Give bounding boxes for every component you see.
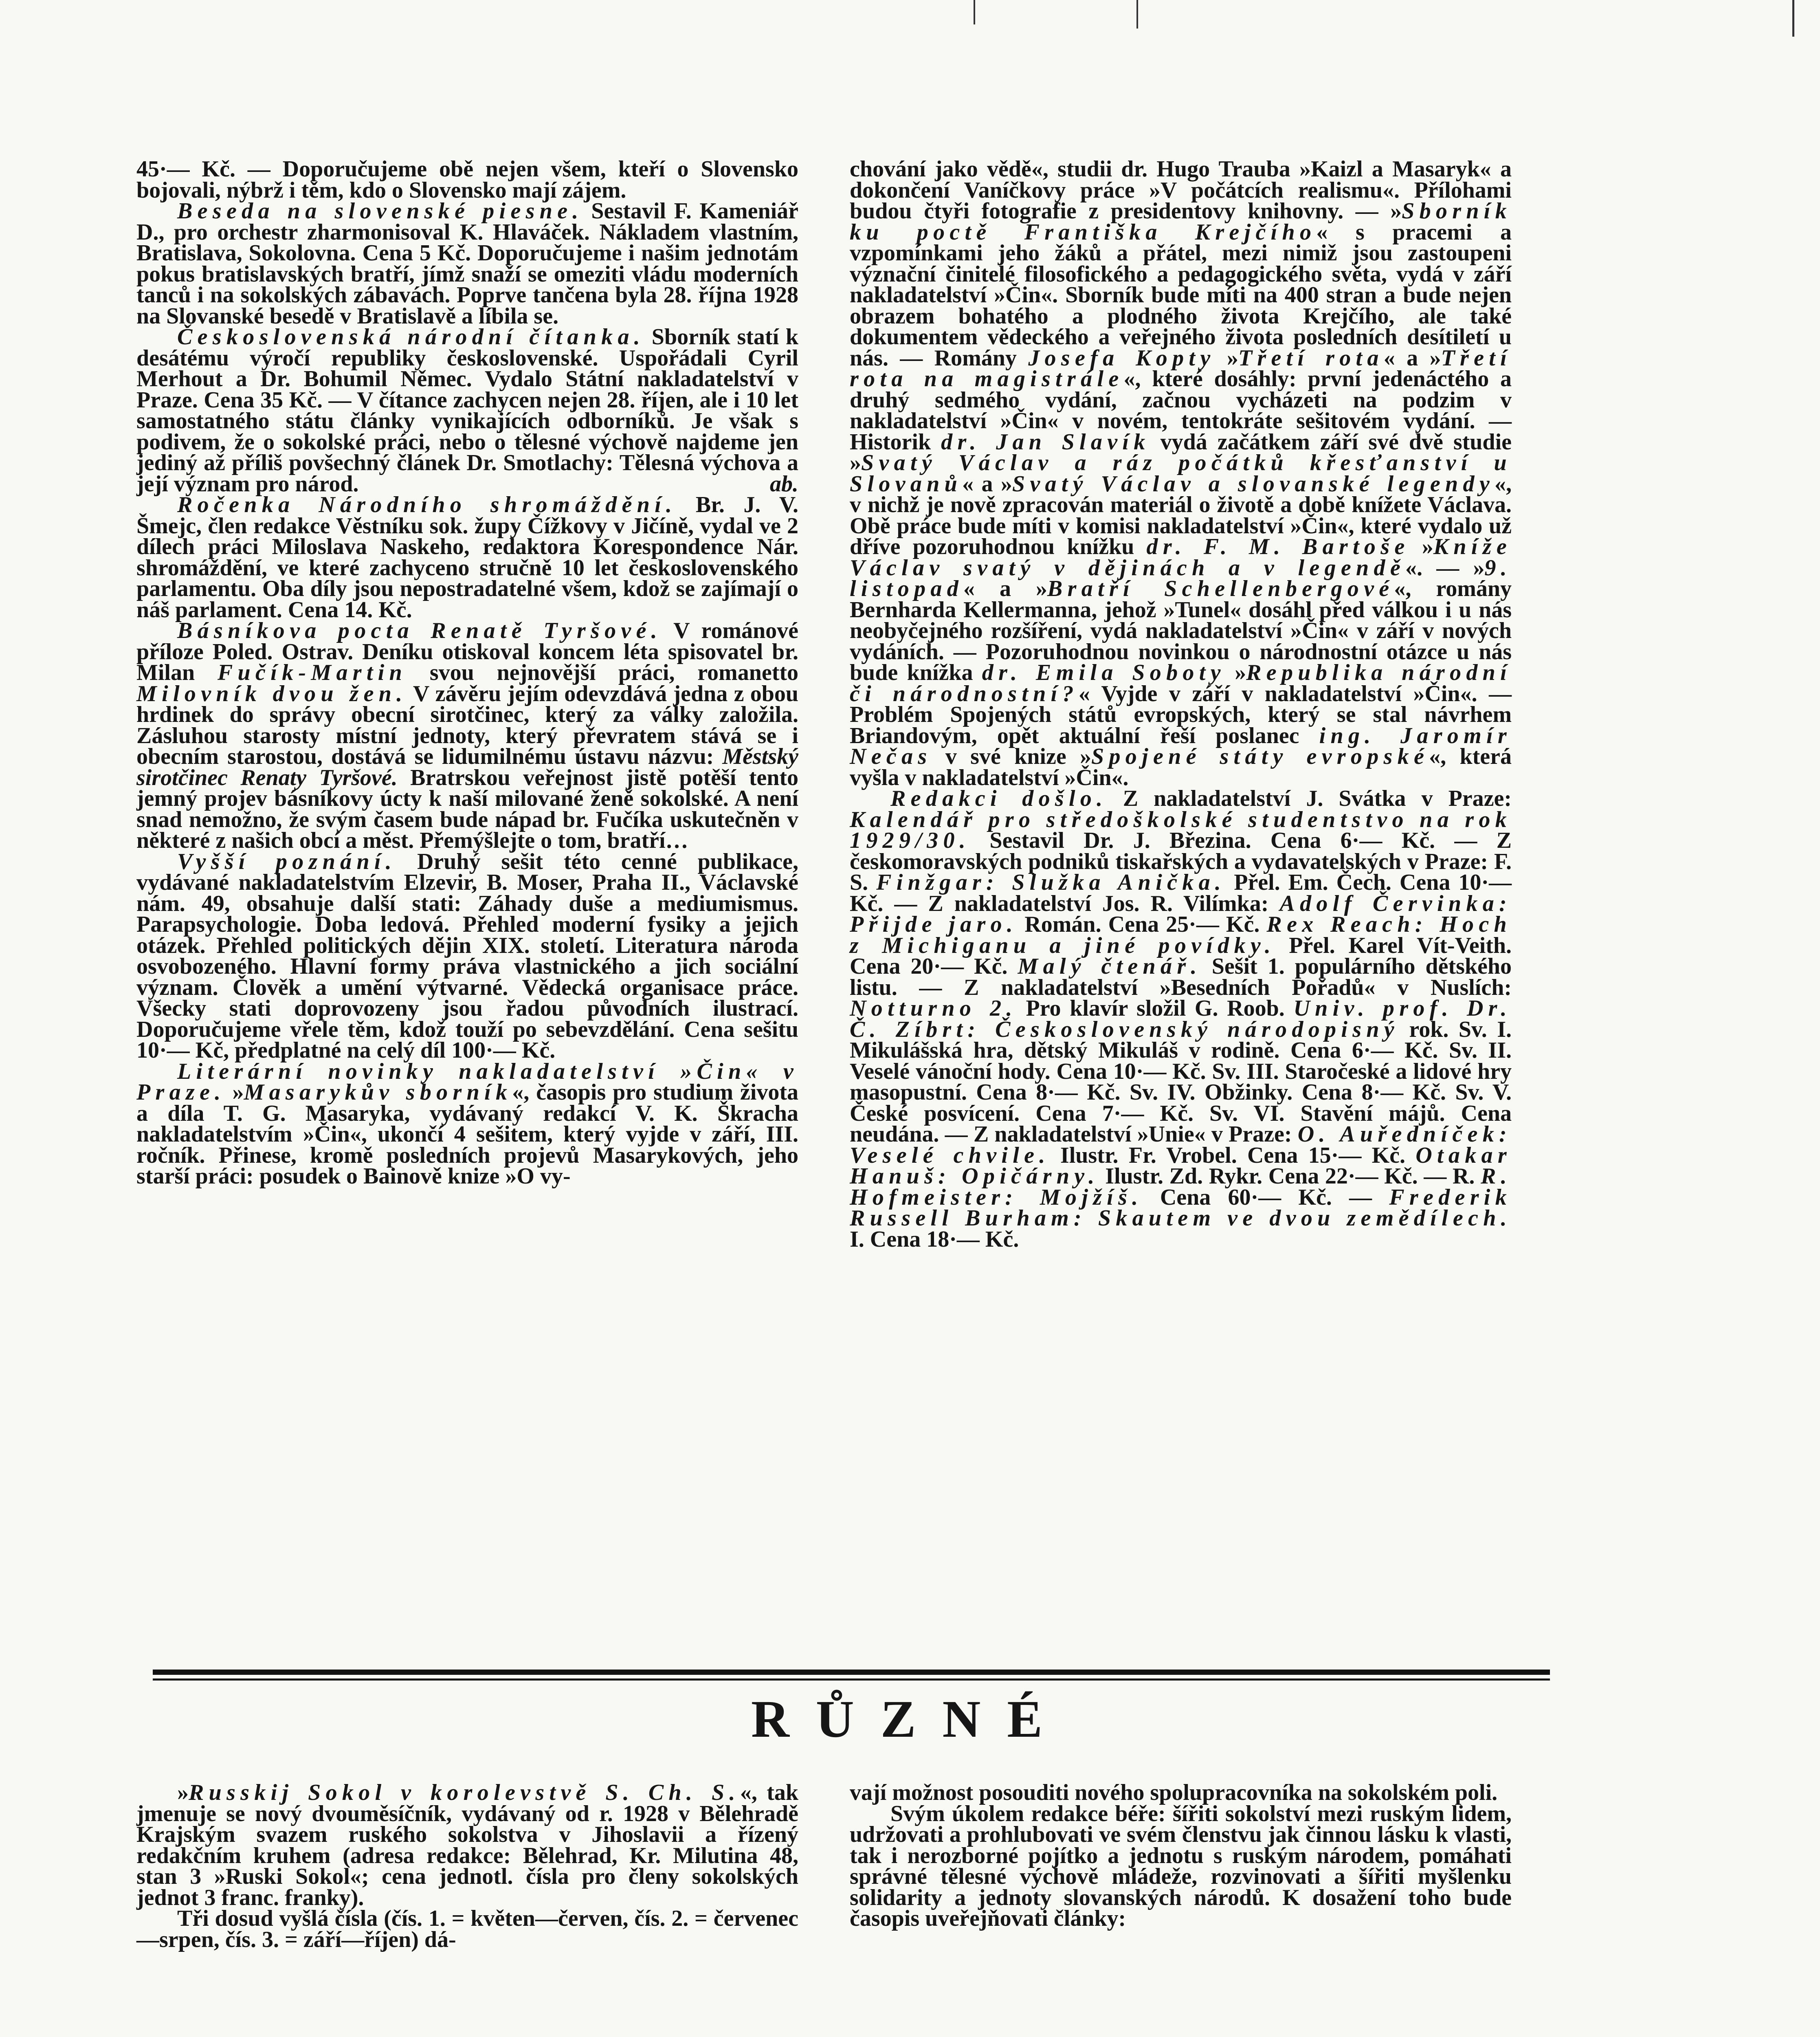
emphasized-title: Spojené státy evropské: [1091, 744, 1429, 769]
paragraph: [136, 620, 798, 851]
text-run: V románové příloze Poled. Ostrav. Deníku otiskoval koncem léta spisovatel br. Milan: [136, 618, 798, 685]
paragraph: [136, 851, 798, 1061]
emphasized-title: Československá národní čítanka.: [177, 324, 645, 350]
emphasized-title: Notturno 2.: [850, 996, 1017, 1021]
text-run: svou nejnovější práci, romanetto: [407, 660, 798, 685]
section-heading: RŮZNÉ: [751, 1690, 1069, 1749]
text-run: Z nakladatelství J. Svátka v Praze:: [1107, 786, 1512, 811]
paragraph: [136, 1058, 799, 1189]
text-run: Br. J. V. Šmejc, člen redakce Věstníku sok. župy Čížkovy v Jičíně, vydal ve 2 dílech práci Miloslava Naskeho, redaktora Korespondence Nár. shromáždění, ve které zachyceno stručně 10 let československého parlamentu. Oba díly jsou nepostradatelné všem, kdož se zajímají o náš parlament. Cena 14. Kč.: [136, 492, 798, 623]
emphasized-title: Vyšší poznání.: [177, 849, 397, 874]
text-run: Román. Cena 25·— Kč.: [1018, 912, 1267, 937]
emphasized-title: Ročenka Národního shromáždění.: [177, 492, 677, 517]
emphasized-title: Otakar Hanuš: Opičárny.: [850, 1142, 1512, 1189]
paragraph: [136, 1908, 798, 1950]
emphasized-title: Milovník dvou žen.: [136, 681, 407, 706]
column-right-top: [850, 156, 1512, 1252]
text-run: Přel. Karel Vít-Veith. Cena 20·— Kč.: [850, 933, 1512, 979]
text-run: vají možnost posouditi nového spolupracovníka na sokolském poli.: [850, 1780, 1498, 1805]
emphasized-title: Svatý Václav a ráz počátků křesťanství u Slovanů: [850, 450, 1512, 497]
text-run: Bratrskou veřejnost jistě potěší tento jemný projev básníkovy úcty k naší milované ženě sokolské. A není snad nemožno, že svým časem bude nápad br. Fučíka uskutečněn v některé z našich obcí a měst. Přemýšlejte o tom, bratří…: [136, 765, 798, 853]
paragraph: [136, 1782, 798, 1908]
column-right-bottom: [850, 1782, 1512, 1929]
emphasized-title: Svatý Václav a slovanské legendy: [1012, 471, 1495, 497]
emphasized-title: Adolf Červinka: Přijde jaro.: [850, 891, 1512, 937]
text-run: « Vyjde v září v nakladatelství »Čin«. — Problém Spojených států evropských, který se stal návrhem Briandovým, opět aktuální řeší poslanec: [850, 681, 1512, 748]
text-run: «. — »: [1405, 555, 1485, 581]
scan-edge-mark: [974, 0, 975, 24]
emphasized-title: Finžgar: Služka Anička.: [876, 870, 1226, 895]
emphasized-title: Univ. prof. Dr. Č. Zíbrt: Československý národopisný: [850, 996, 1512, 1042]
emphasized-title: Russkij Sokol v korolevstvě S. Ch. S.: [189, 1780, 740, 1805]
emphasized-title: Kalendář pro středoškolské studentstvo na rok 1929/30.: [850, 807, 1512, 853]
emphasized-title: Třetí rota na magistrále: [850, 345, 1512, 392]
scan-edge-mark: [1136, 0, 1138, 29]
text-run: »: [177, 1780, 189, 1805]
emphasized-title: 9. listopad: [850, 555, 1512, 601]
text-run: « s pracemi a vzpomínkami jeho žáků a přátel, mezi nimiž jsou zastoupeni význační činitelé filosofického a pedagogického světa, vydá v září nakladatelství »Čin«. Sborník bude míti na 400 stran a bude nejen obrazem bohatého a plodného života Krejčího, ale také dokumentem vědeckého a veřejného života posledních desítiletí u nás. — Romány: [850, 219, 1512, 371]
text-run: Ilustr. Zd. Rykr. Cena 22·— Kč. — R.: [1099, 1164, 1481, 1189]
emphasized-title: Městský sirotčinec Renaty Tyršové.: [136, 744, 798, 790]
paragraph: [850, 1782, 1512, 1804]
paragraph: [850, 788, 1512, 1250]
emphasized-title: Rex Reach: Hoch z Michiganu a jiné povídky.: [850, 912, 1512, 958]
text-run: «, tak jmenuje se nový dvouměsíčník, vydávaný od r. 1928 v Bělehradě Krajským svazem ruského sokolstva v Jihoslavii a řízený redakčním kruhem (adresa redakce: Bělehrad, Kr. Milutina 48, stan 3 »Ruski Sokol«; cena jednotl. čísla pro členy sokolských jednot 3 franc. franky).: [136, 1780, 798, 1910]
emphasized-title: Bratří Schellenbergové: [1047, 576, 1394, 601]
emphasized-title: dr. Jan Slavík: [941, 429, 1150, 455]
emphasized-title: O. Auředníček: Veselé chvile.: [850, 1122, 1512, 1168]
scan-edge-mark: [1792, 0, 1794, 37]
text-run: « a »: [963, 576, 1047, 601]
emphasized-title: Kníže Václav svatý v dějinách a v legendě: [850, 534, 1512, 581]
text-run: Sešit 1. populárního dětského listu. — Z nakladatelství »Besedních Pořadů« v Nuslích:: [850, 954, 1512, 1000]
text-run: «, v nichž je nově zpracován materiál o životě a době knížete Václava. Obě práce bude míti v komisi nakladatelství »Čin«, které vydalo už dříve pozoruhodnou knížku: [850, 471, 1512, 559]
emphasized-title: Sborník ku poctě Františka Krejčího: [850, 198, 1512, 245]
emphasized-title: Frederik Russell Burham: Skautem ve dvou zemědílech.: [850, 1184, 1512, 1231]
paragraph: [136, 198, 799, 329]
emphasized-title: dr. Emila Soboty: [982, 660, 1226, 685]
emphasized-title: R. Hofmeister: Mojžíš.: [850, 1164, 1512, 1210]
text-run: Sborník statí k desátému výročí republiky československé. Uspořádali Cyril Merhout a Dr. Bohumil Němec. Vydalo Státní nakladatelství v Praze. Cena 35 Kč. — V čítance zachycen nejen 28. říjen, ale i 10 let samostatného státu články vynikajících odborníků. Je však s podivem, že o sokolské práci, nebo o tělesné výchově najdeme jen jediný až příliš povšechný článek Dr. Smotlachy: Tělesná výchova a její význam pro národ.: [136, 324, 798, 497]
paragraph: [136, 324, 798, 497]
emphasized-title: dr. F. M. Bartoše: [1146, 534, 1410, 559]
text-run: »: [1215, 345, 1238, 371]
paragraph: [850, 1801, 1512, 1931]
section-divider-thick: [153, 1670, 1550, 1675]
text-run: V závěru jejím odevzdává jedna z obou hrdinek do správy obecní sirotčinec, který za války založila. Zásluhou starosty místní jednoty, který převratem stává se i obecním starostou, dostává se lidumilnému ústavu názvu:: [136, 681, 798, 769]
text-run: vydá začátkem září své dvě studie »: [850, 429, 1512, 475]
text-run: Sestavil Dr. J. Březina. Cena 6·— Kč. — Z českomoravských podniků tiskařských a vydavatelských v Praze: F. S.: [850, 828, 1512, 895]
emphasized-title: Třetí rota: [1238, 345, 1384, 371]
text-run: 45·— Kč. — Doporučujeme obě nejen všem, kteří o Slovensko bojovali, nýbrž i těm, kdo o Slovensko mají zájem.: [136, 156, 798, 203]
text-run: Tři dosud vyšlá čísla (čís. 1. = květen—červen, čís. 2. = červenec—srpen, čís. 3. = září—říjen) dá-: [136, 1906, 798, 1952]
emphasized-title: Republika národní či národnostní?: [850, 660, 1512, 706]
column-left-top: [136, 156, 799, 1189]
text-run: Svým úkolem redakce béře: šířiti sokolství mezi ruským lidem, udržovati a prohlubovati ve svém členstvu jak činnou lásku k vlasti, tak i nerozborné pojítko a jednotu s ruským národem, pomáhati správné tělesné výchově mládeže, rozvinovati a šířiti myšlenku solidarity a jednoty slovanských národů. K dosažení toho bude časopis uveřejňovati články:: [850, 1801, 1512, 1931]
paragraph: [136, 492, 798, 623]
text-run: rok. Sv. I. Mikulášská hra, dětský Mikuláš v rodině. Cena 6·— Kč. Sv. II. Veselé vánoční hody. Cena 10·— Kč. Sv. III. Staročeské a lidové hry masopustní. Cena 8·— Kč. Sv. IV. Obžinky. Cena 8·— Kč. Sv. V. České posvícení. Cena 7·— Kč. Sv. VI. Stavění májů. Cena neudána. — Z nakladatelství »Unie« v Praze:: [850, 1016, 1512, 1147]
text-run: « a »: [1383, 345, 1441, 371]
paragraph: [850, 156, 1512, 790]
paragraph: [136, 156, 798, 203]
text-run: I. Cena 18·— Kč.: [850, 1226, 1019, 1252]
text-run: »: [225, 1080, 244, 1105]
text-run: Přel. Em. Čech. Cena 10·— Kč. — Z nakladatelství Jos. R. Vilímka:: [850, 870, 1512, 916]
emphasized-title: Básníkova pocta Renatě Tyršové.: [177, 618, 662, 643]
text-run: Sestavil F. Kameniář D., pro orchestr zharmonisoval K. Hlaváček. Nákladem vlastním, Bratislava, Sokolovna. Cena 5 Kč. Doporučujeme i našim jednotám pokus bratislavských bratří, jímž snaží se omeziti vládu moderních tanců i na sokolských zábavách. Poprve tančena byla 28. října 1928 na Slovanské besedě v Bratislavě a líbila se.: [136, 198, 799, 329]
text-run: «, které dosáhly: první jedenáctého a druhý sedmého vydání, začnou vycházeti na podzim v nakladatelství »Čin« v novém, tentokráte sešitovém vydání. — Historik: [850, 366, 1512, 455]
text-run: v své knize »: [932, 744, 1092, 769]
emphasized-title: Fučík-Martin: [217, 660, 407, 685]
section-divider-thin: [153, 1678, 1550, 1681]
text-run: Cena 60·— Kč. —: [1143, 1184, 1389, 1210]
text-run: Ilustr. Fr. Vrobel. Cena 15·— Kč.: [1050, 1142, 1416, 1168]
text-run: «, romány Bernharda Kellermanna, jehož »Tunel« dosáhl před válkou i u nás neobyčejného rozšíření, vydá nakladatelství »Čin« v září v nových vydáních. — Pozoruhodnou novinkou o národnostní otázce u nás bude knížka: [850, 576, 1512, 685]
emphasized-title: Beseda na slovenské piesne.: [177, 198, 583, 224]
emphasized-title: Redakci došlo.: [890, 786, 1108, 811]
emphasized-title: Malý čtenář.: [1018, 954, 1202, 979]
text-run: «, která vyšla v nakladatelství »Čin«.: [850, 744, 1512, 790]
author-signature: ab.: [770, 471, 798, 497]
emphasized-title: Masarykův sborník: [244, 1080, 512, 1105]
text-run: Druhý sešit této cenné publikace, vydávané nakladatelstvím Elzevir, B. Moser, Praha II., Václavské nám. 49, obsahuje další stati: Záhady duše a mediumismus. Parapsychologie. Doba ledová. Přehled moderní fysiky a jejich otázek. Přehled politických dějin XIX. století. Literatura národa osvobozeného. Hlavní formy práva vlastnického a jich sociální význam. Člověk a umění výtvarné. Vědecká organisace práce. Všecky stati doprovozeny jsou řadou původních ilustrací. Doporučujeme vřele těm, kdož touží po sebevzdělání. Cena sešitu 10·— Kč, předplatné na celý díl 100·— Kč.: [136, 849, 798, 1063]
text-run: »: [1409, 534, 1433, 559]
text-run: «, časopis pro studium života a díla T. G. Masaryka, vydávaný redakcí V. K. Škracha nakladatelstvím »Čin«, ukončí 4 sešitem, který vyjde v září, III. ročník. Přinese, kromě posledních projevů Masarykových, jeho starší práci: posudek o Bainově knize »O vy-: [136, 1080, 799, 1189]
emphasized-title: Literární novinky nakladatelství »Čin« v Praze.: [136, 1058, 798, 1105]
text-run: « a »: [962, 471, 1012, 497]
emphasized-title: Josefa Kopty: [1028, 345, 1216, 371]
column-left-bottom: [136, 1782, 798, 1950]
text-run: »: [1225, 660, 1246, 685]
emphasized-title: ing. Jaromír Nečas: [850, 723, 1512, 769]
text-run: chování jako vědě«, studii dr. Hugo Trauba »Kaizl a Masaryk« a dokončení Vaníčkovy práce »V počátcích realismu«. Přílohami budou čtyři fotografie z presidentovy knihovny. — »: [850, 156, 1512, 224]
text-run: Pro klavír složil G. Roob.: [1017, 996, 1294, 1021]
